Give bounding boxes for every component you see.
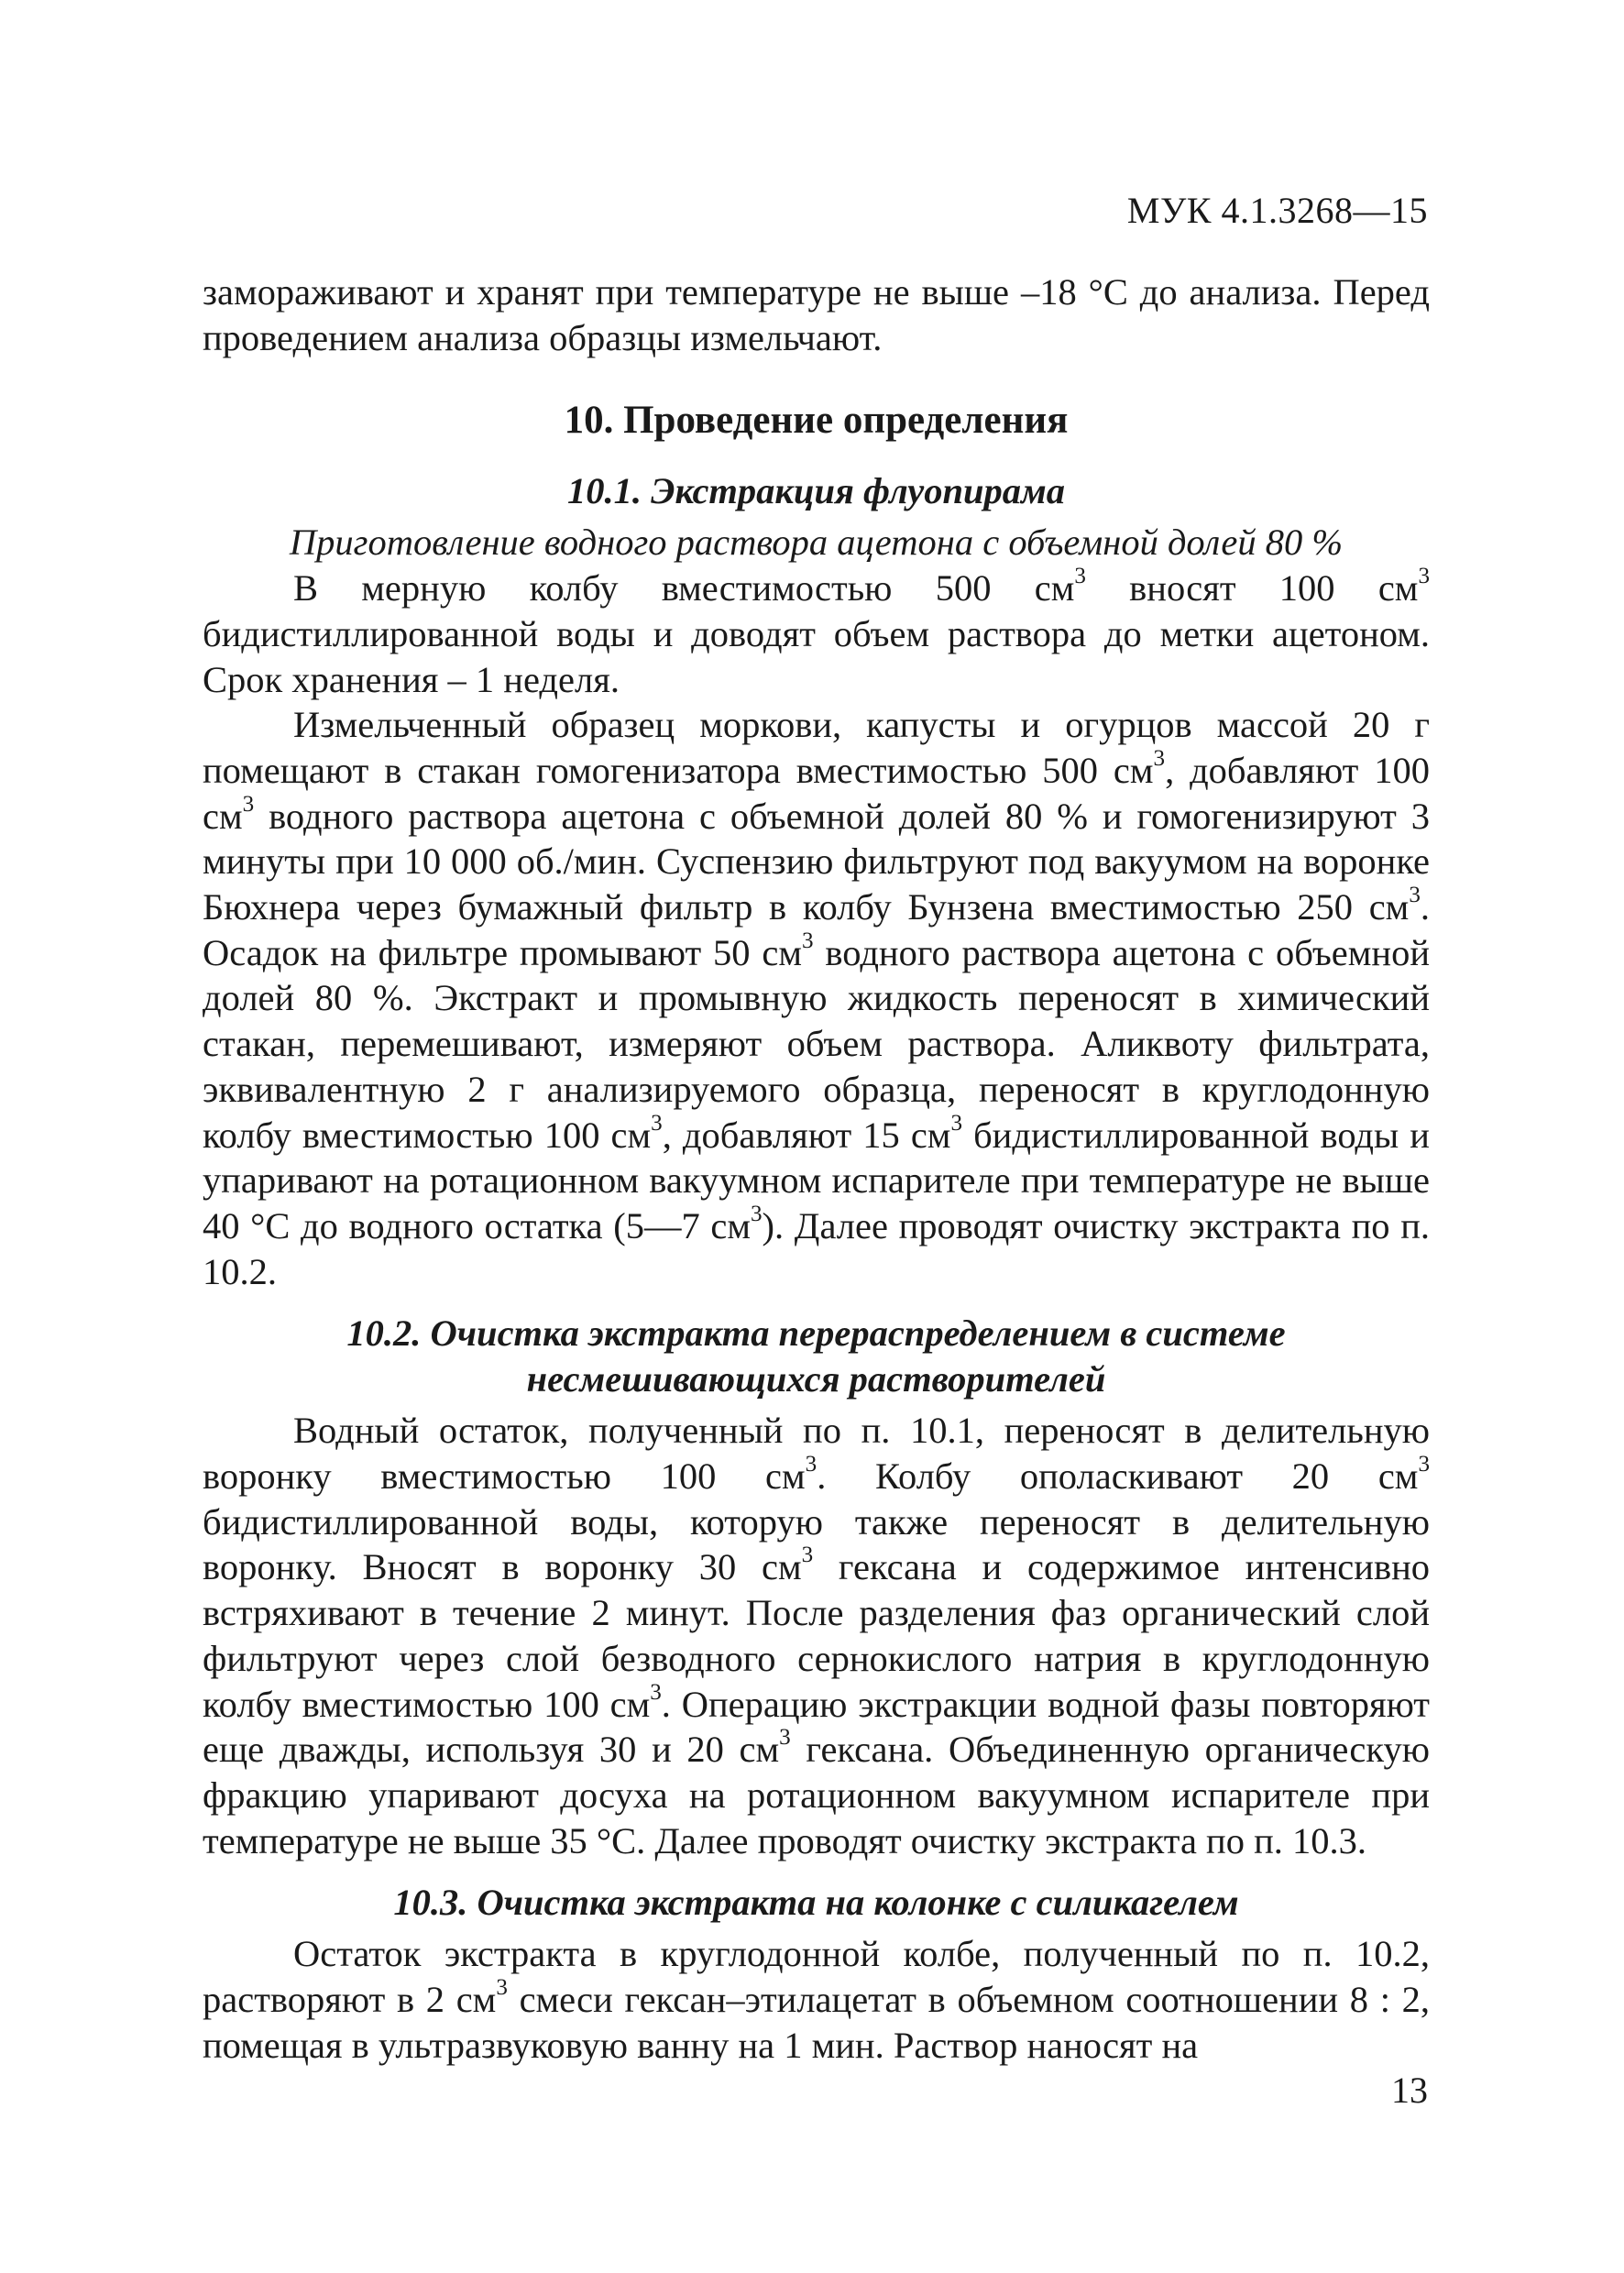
section-10-3-heading: 10.3. Очистка экстракта на колонке с силикагелем (393, 1882, 1239, 1924)
section-10-1-heading: 10.1. Экстракция флуопирама (566, 470, 1065, 512)
continuation-paragraph: замораживают и хранят при температуре не выше –18 °С до анализа. Перед проведением анализа образцы измельчают. (203, 271, 1430, 358)
paragraph: Остаток экстракта в круглодонной колбе, полученный по п. 10.2, растворяют в 2 $см^3$ смеси гексан–этилацетат в объемном соотношении 8 : 2, помещая в ультразвуковую ванну на 1 мин. Раствор наносят на (203, 1933, 1430, 2066)
paragraph: Водный остаток, полученный по п. 10.1, переносят в делительную воронку вместимостью 100 $см^3$. Колбу ополаскивают 20 $см^3$ бидистиллированной воды, которую также переносят в делительную воронку. Вносят в воронку 30 $см^3$ гексана и содержимое интенсивно встряхивают в течение 2 минут. После разделения фаз органический слой фильтруют через слой безводного сернокислого натрия в круглодонную колбу вместимостью 100 $см^3$. Операцию экстракции водной фазы повторяют еще дважды, используя 30 и 20 $см^3$ гексана. Объединенную органическую фракцию упаривают досуха на ротационном вакуумном испарителе при температуре не выше 35 °С. Далее проводят очистку экстракта по п. 10.3. (203, 1410, 1430, 1861)
document-code: МУК 4.1.3268—15 (1126, 190, 1428, 231)
section-10-1-subheading: Приготовление водного раствора ацетона с объемной долей 80 % (289, 522, 1344, 564)
paragraph: Измельченный образец моркови, капусты и огурцов массой 20 г помещают в стакан гомогенизатора вместимостью 500 $см^3$, добавляют 100 $см^3$ водного раствора ацетона с объемной долей 80 % и гомогенизируют 3 минуты при 10 000 об./мин. Суспензию фильтруют под вакуумом на воронке Бюхнера через бумажный фильтр в колбу Бунзена вместимостью 250 $см^3$. Осадок на фильтре промывают 50 $см^3$ водного раствора ацетона с объемной долей 80 %. Экстракт и промывную жидкость переносят в химический стакан, перемешивают, измеряют объем раствора. Аликвоту фильтрата, эквивалентную 2 г анализируемого образца, переносят в круглодонную колбу вместимостью 100 $см^3$, добавляют 15 $см^3$ бидистиллированной воды и упаривают на ротационном вакуумном испарителе при температуре не выше 40 °С до водного остатка (5—7 $см^3$). Далее проводят очистку экстракта по п. 10.2. (203, 704, 1430, 1292)
paragraph: В мерную колбу вместимостью 500 $см^3$ вносят 100 $см^3$ бидистиллированной воды и доводят объем раствора до метки ацетоном. Срок хранения – 1 неделя. (203, 564, 1430, 700)
section-10-2-heading: 10.2. Очистка экстракта перераспределением в системе несмешивающихся растворителей (346, 1312, 1286, 1400)
page-content (203, 269, 1430, 2069)
page-number: 13 (1391, 2070, 1428, 2111)
section-10-heading: 10. Проведение определения (564, 399, 1069, 443)
